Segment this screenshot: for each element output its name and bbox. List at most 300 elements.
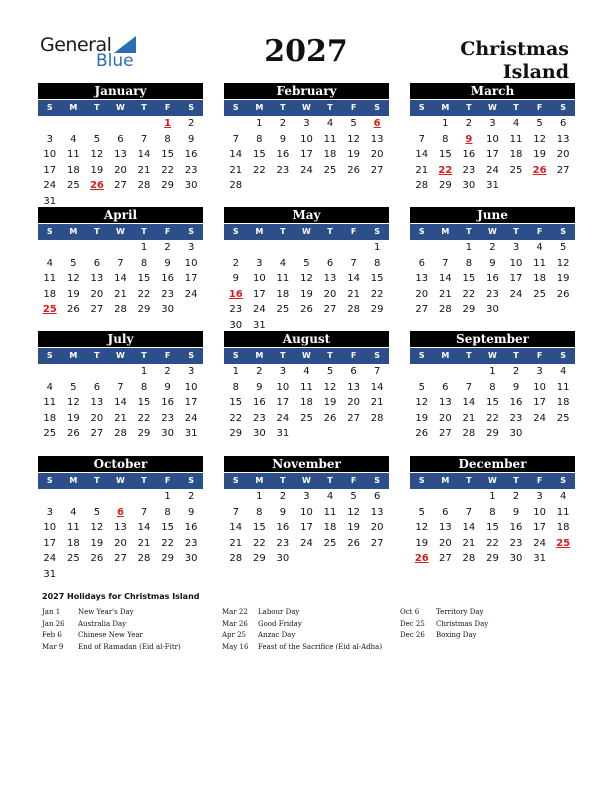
day-cell: 17 [300, 149, 313, 160]
week-row [410, 536, 575, 552]
day-cell: 21 [137, 537, 151, 549]
month-title: March [410, 83, 575, 99]
day-cell: 17 [184, 273, 198, 284]
day-cell: 8 [232, 381, 239, 393]
weekday-label: T [280, 476, 286, 485]
day-cell: 27 [90, 304, 104, 315]
day-cell: 30 [509, 428, 523, 439]
day-cell: 3 [512, 242, 520, 253]
day-cell: 5 [350, 491, 357, 502]
weekday-label: T [327, 476, 333, 485]
week-row [410, 411, 575, 427]
day-cell: 5 [70, 381, 77, 393]
day-cell: 5 [559, 242, 567, 253]
day-cell: 29 [161, 553, 174, 564]
day-cell: 27 [114, 180, 127, 191]
day-cell: 21 [370, 397, 384, 408]
month-march [410, 83, 575, 194]
weekday-label: F [164, 227, 171, 236]
week-row [38, 567, 203, 583]
day-cell: 28 [229, 553, 243, 564]
day-cell: 9 [489, 257, 496, 269]
day-cell: 22 [229, 412, 243, 424]
weekday-label: T [466, 476, 472, 485]
day-cell: 2 [187, 491, 195, 502]
day-cell: 14 [462, 397, 476, 408]
month-august [224, 331, 389, 442]
day-cell: 5 [303, 257, 310, 269]
day-cell: 26 [300, 304, 313, 315]
weekday-label: T [280, 351, 286, 360]
day-cell: 3 [187, 242, 195, 253]
day-cell: 11 [533, 257, 546, 269]
weekday-label: W [488, 351, 497, 360]
day-cell: 9 [279, 506, 287, 518]
day-cell: 24 [184, 412, 198, 424]
day-cell: 26 [66, 428, 80, 439]
week-row [224, 380, 389, 396]
month-title: May [224, 207, 389, 223]
day-cell: 6 [442, 381, 449, 393]
day-cell: 11 [509, 133, 523, 145]
weekday-label: F [164, 103, 171, 112]
day-cell: 4 [70, 506, 77, 518]
weekday-label: T [513, 227, 519, 236]
day-empty [295, 240, 319, 256]
day-cell: 28 [438, 304, 452, 315]
day-cell: 28 [347, 304, 360, 315]
holiday-name: Australia Day [78, 619, 127, 628]
day-cell: 2 [256, 366, 263, 377]
weekday-label: W [302, 476, 311, 485]
holiday-date: May 16 [222, 642, 249, 651]
day-cell: 11 [323, 133, 337, 145]
weekday-label: S [418, 476, 425, 485]
day-cell: 23 [276, 164, 290, 176]
day-cell: 23 [276, 537, 290, 549]
day-cell: 28 [370, 412, 384, 424]
week-row [38, 536, 203, 552]
day-cell: 12 [556, 257, 570, 269]
day-empty [434, 489, 458, 505]
day-cell: 27 [556, 164, 570, 176]
day-cell: 25 [66, 180, 80, 191]
holiday-item [222, 642, 382, 654]
day-cell: 20 [114, 164, 127, 176]
month-title: September [410, 331, 575, 347]
day-cell: 18 [323, 149, 337, 160]
holiday-date: Mar 9 [42, 642, 64, 651]
day-cell: 30 [184, 553, 198, 564]
day-cell: 11 [66, 522, 80, 533]
weekday-label: W [116, 227, 125, 236]
weekday-header [410, 348, 575, 364]
weekday-label: F [350, 351, 357, 360]
day-cell: 6 [93, 257, 101, 269]
day-cell: 24 [533, 537, 546, 549]
week-row [410, 520, 575, 536]
day-cell: 12 [90, 149, 104, 160]
day-cell: 28 [114, 304, 127, 315]
day-cell: 11 [300, 381, 313, 393]
day-cell: 7 [140, 133, 148, 145]
day-cell: 30 [462, 180, 476, 191]
weekday-header [38, 224, 203, 240]
day-cell: 11 [323, 506, 337, 518]
week-row [224, 132, 389, 148]
day-cell: 20 [370, 522, 384, 533]
day-cell: 1 [256, 491, 263, 502]
day-cell: 17 [252, 288, 266, 300]
weekday-header [410, 100, 575, 116]
day-cell: 31 [486, 180, 499, 191]
day-cell: 8 [164, 133, 171, 145]
day-cell: 13 [347, 381, 360, 393]
weekday-label: F [164, 476, 171, 485]
week-row [38, 489, 203, 505]
month-title: February [224, 83, 389, 99]
day-cell: 4 [559, 366, 567, 377]
week-row [38, 256, 203, 272]
day-cell: 23 [184, 537, 198, 549]
week-row [224, 271, 389, 287]
day-empty [271, 240, 295, 256]
holiday-date: Feb 6 [42, 631, 62, 639]
day-holiday: 22 [438, 164, 453, 176]
logo [40, 34, 140, 74]
month-title: August [224, 331, 389, 347]
month-september [410, 331, 575, 442]
day-cell: 1 [140, 366, 148, 377]
holiday-item [222, 619, 382, 631]
day-cell: 14 [438, 273, 452, 284]
month-january [38, 83, 203, 209]
day-empty [109, 364, 133, 380]
day-cell: 23 [161, 288, 174, 300]
day-cell: 3 [256, 257, 263, 269]
day-empty [457, 489, 481, 505]
holiday-item [42, 619, 181, 631]
day-cell: 25 [43, 428, 57, 439]
weekday-label: W [488, 476, 497, 485]
day-cell: 19 [415, 537, 429, 549]
day-cell: 28 [462, 553, 476, 564]
weekday-label: T [94, 227, 100, 236]
day-cell: 9 [512, 506, 520, 518]
day-cell: 4 [46, 381, 53, 393]
day-cell: 13 [556, 133, 570, 145]
day-cell: 23 [509, 412, 523, 424]
day-empty [85, 364, 109, 380]
day-cell: 9 [164, 257, 171, 269]
weekday-header [38, 100, 203, 116]
day-cell: 2 [279, 118, 287, 129]
day-cell: 19 [347, 522, 360, 533]
day-cell: 27 [438, 553, 452, 564]
day-cell: 16 [161, 273, 174, 284]
weekday-label: W [116, 103, 125, 112]
day-cell: 2 [187, 118, 195, 129]
day-empty [434, 364, 458, 380]
day-cell [62, 116, 86, 132]
day-cell: 18 [556, 522, 570, 533]
day-empty [132, 489, 156, 505]
day-cell: 20 [556, 149, 570, 160]
week-row [224, 116, 389, 132]
day-cell [132, 116, 156, 132]
day-cell: 20 [438, 412, 452, 424]
day-cell: 16 [184, 522, 198, 533]
holiday-item [42, 642, 181, 654]
day-cell: 4 [46, 257, 53, 269]
weekday-label: S [232, 227, 239, 236]
week-row [224, 147, 389, 163]
day-cell: 26 [90, 553, 104, 564]
day-cell: 13 [323, 273, 337, 284]
holiday-name: Christmas Day [436, 619, 489, 628]
day-cell: 30 [486, 304, 499, 315]
day-cell: 31 [533, 553, 546, 564]
weekday-label: W [488, 227, 497, 236]
day-cell: 6 [442, 506, 449, 518]
day-cell: 9 [512, 381, 520, 393]
day-cell: 19 [533, 149, 546, 160]
day-cell: 14 [137, 522, 151, 533]
day-empty [109, 240, 133, 256]
week-row [38, 411, 203, 427]
day-cell: 20 [370, 149, 384, 160]
day-cell: 3 [536, 491, 543, 502]
weekday-label: W [116, 476, 125, 485]
day-cell: 22 [161, 164, 174, 176]
day-cell: 7 [232, 506, 239, 518]
day-empty [38, 240, 62, 256]
day-cell: 4 [70, 133, 77, 145]
day-cell: 5 [93, 133, 101, 145]
day-cell: 11 [276, 273, 290, 284]
weekday-label: T [513, 103, 519, 112]
day-cell: 9 [256, 381, 263, 393]
day-cell: 28 [229, 180, 243, 191]
day-cell: 20 [438, 537, 452, 549]
weekday-label: T [280, 227, 286, 236]
day-cell: 15 [161, 522, 174, 533]
month-title: April [38, 207, 203, 223]
month-november [224, 456, 389, 567]
week-row [224, 287, 389, 303]
weekday-label: M [69, 227, 78, 236]
day-cell: 5 [536, 118, 543, 129]
month-title: January [38, 83, 203, 99]
day-cell: 2 [279, 491, 287, 502]
week-row [38, 116, 203, 132]
month-july [38, 331, 203, 442]
day-cell: 16 [184, 149, 198, 160]
day-cell: 22 [161, 537, 174, 549]
weekday-label: M [255, 227, 264, 236]
day-cell: 10 [276, 381, 290, 393]
day-cell: 8 [442, 133, 449, 145]
weekday-header [38, 348, 203, 364]
day-cell: 20 [90, 412, 104, 424]
day-cell: 24 [486, 164, 499, 176]
day-cell: 20 [114, 537, 127, 549]
day-cell: 12 [323, 381, 337, 393]
weekday-label: T [94, 103, 100, 112]
day-empty [62, 240, 86, 256]
day-cell: 10 [509, 257, 523, 269]
day-cell: 13 [90, 273, 104, 284]
day-cell: 10 [184, 381, 198, 393]
day-empty [109, 489, 133, 505]
day-cell: 18 [300, 397, 313, 408]
day-cell: 25 [323, 537, 337, 549]
day-cell: 25 [533, 288, 546, 300]
holiday-item [42, 630, 181, 642]
day-cell: 12 [347, 133, 360, 145]
holiday-column [400, 607, 488, 642]
day-cell: 23 [509, 537, 523, 549]
day-cell: 8 [256, 133, 263, 145]
weekday-label: T [94, 476, 100, 485]
day-cell: 21 [415, 164, 429, 176]
day-holiday: 25 [42, 304, 57, 315]
day-cell: 15 [137, 397, 151, 408]
day-cell: 8 [140, 257, 148, 269]
week-row [38, 302, 203, 318]
day-cell: 30 [184, 180, 198, 191]
day-cell: 25 [66, 553, 80, 564]
day-cell: 6 [350, 366, 357, 377]
month-may [224, 207, 389, 333]
day-cell: 16 [276, 149, 290, 160]
day-cell: 9 [232, 273, 239, 284]
day-cell: 18 [323, 522, 337, 533]
day-cell: 7 [465, 381, 473, 393]
day-cell: 23 [184, 164, 198, 176]
day-empty [410, 116, 434, 132]
weekday-label: T [141, 351, 147, 360]
day-cell: 16 [509, 522, 523, 533]
day-empty [434, 240, 458, 256]
weekday-label: M [255, 351, 264, 360]
day-cell: 23 [252, 412, 266, 424]
day-cell: 25 [276, 304, 290, 315]
day-cell: 16 [509, 397, 523, 408]
weekday-label: F [350, 476, 357, 485]
day-empty [38, 489, 62, 505]
day-cell: 30 [276, 553, 290, 564]
weekday-header [224, 473, 389, 489]
day-cell: 29 [229, 428, 243, 439]
day-cell: 17 [43, 164, 57, 176]
day-cell: 24 [43, 553, 57, 564]
day-cell: 26 [556, 288, 570, 300]
weekday-label: S [374, 103, 381, 112]
weekday-label: F [536, 476, 543, 485]
day-cell: 18 [66, 164, 80, 176]
day-cell: 7 [232, 133, 239, 145]
day-cell: 4 [279, 257, 287, 269]
day-cell: 10 [43, 522, 57, 533]
day-cell: 11 [43, 397, 57, 408]
day-cell: 17 [300, 522, 313, 533]
day-cell: 2 [164, 242, 171, 253]
day-cell: 3 [536, 366, 543, 377]
holiday-item [400, 619, 488, 631]
day-cell: 19 [90, 537, 104, 549]
week-row [410, 489, 575, 505]
day-cell: 13 [415, 273, 429, 284]
day-cell: 19 [90, 164, 104, 176]
logo-general-text: General [40, 34, 112, 56]
weekday-label: F [350, 227, 357, 236]
day-cell: 29 [438, 180, 452, 191]
weekday-label: T [327, 351, 333, 360]
day-cell: 1 [164, 491, 171, 502]
week-row [410, 163, 575, 179]
week-row [38, 163, 203, 179]
weekday-header [410, 224, 575, 240]
day-holiday: 26 [414, 553, 429, 564]
weekday-label: S [232, 351, 239, 360]
day-empty [38, 116, 62, 132]
day-cell: 21 [438, 288, 452, 300]
month-title: June [410, 207, 575, 223]
day-cell: 7 [350, 257, 357, 269]
day-cell: 15 [137, 273, 151, 284]
day-cell: 24 [509, 288, 523, 300]
holiday-name: New Year's Day [78, 608, 134, 616]
day-cell: 17 [276, 397, 290, 408]
day-cell: 14 [370, 381, 384, 393]
day-empty [410, 489, 434, 505]
month-title: October [38, 456, 203, 472]
day-cell: 3 [303, 491, 310, 502]
weekday-label: S [560, 103, 567, 112]
day-cell: 27 [438, 428, 452, 439]
day-cell: 19 [300, 288, 313, 300]
week-row [38, 178, 203, 194]
day-cell: 18 [556, 397, 570, 408]
day-cell: 9 [187, 133, 195, 145]
week-row [38, 380, 203, 396]
day-cell: 29 [252, 553, 266, 564]
week-row [38, 505, 203, 521]
logo-blue-text: Blue [96, 51, 134, 71]
day-cell: 23 [486, 288, 499, 300]
day-cell: 16 [276, 522, 290, 533]
weekday-label: M [255, 103, 264, 112]
day-cell: 18 [66, 537, 80, 549]
country-line-2: Island [502, 61, 569, 83]
day-cell: 27 [114, 553, 127, 564]
day-cell: 9 [279, 133, 287, 145]
weekday-label: S [188, 103, 195, 112]
day-cell: 28 [462, 428, 476, 439]
weekday-label: T [141, 476, 147, 485]
week-row [410, 256, 575, 272]
day-cell: 2 [512, 366, 520, 377]
weekday-label: W [488, 103, 497, 112]
day-empty [342, 240, 366, 256]
weekday-label: W [302, 351, 311, 360]
week-row [224, 551, 389, 567]
weekday-label: M [69, 351, 78, 360]
day-cell [85, 116, 109, 132]
day-cell: 8 [489, 381, 496, 393]
day-cell: 10 [300, 133, 313, 145]
